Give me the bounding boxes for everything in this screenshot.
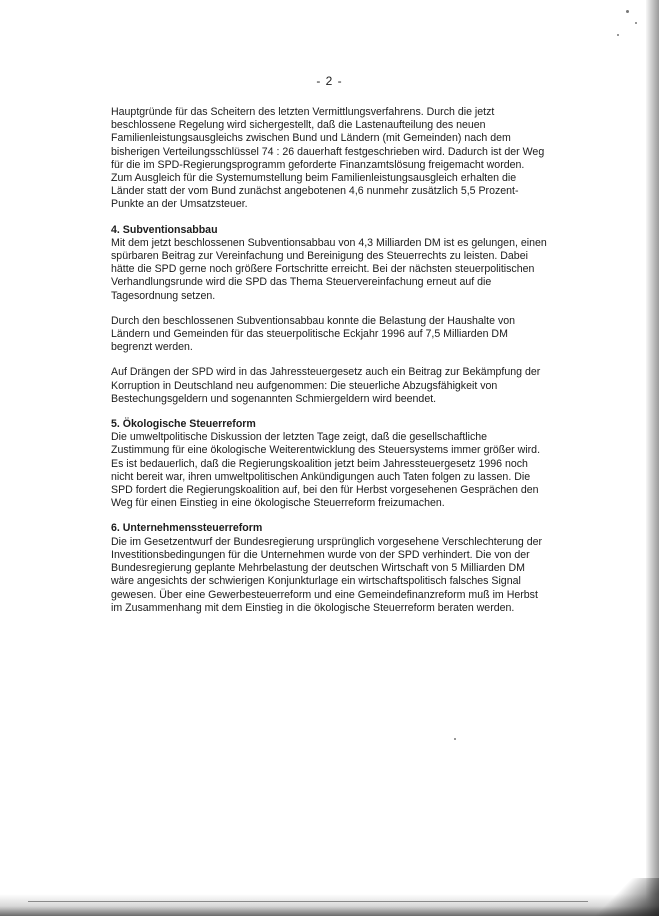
section-paragraph: Die im Gesetzentwurf der Bundesregierung ursprünglich vorgesehene Verschlechterung der Investitionsbedingungen für die Unternehmen wurde von der SPD verhindert. Die von der Bundesregierung geplante Mehrbelastung der deutschen Wirtschaft von 5 Milliarden DM wäre angesichts der schwierigen Konjunkturlage ein wirtschaftspolitisch falsches Signal gewesen. Über eine Gewerbesteuerreform und eine Gemeindefinanzreform muß im Herbst im Zusammenhang mit dem Einstieg in die ökologische Steuerreform beraten werden. — [111, 535, 543, 614]
section-heading: 4. Subventionsabbau — [111, 223, 218, 236]
scan-bottom-edge — [0, 894, 659, 916]
page-number: - 2 - — [316, 74, 343, 88]
scan-speck — [635, 22, 637, 24]
scan-bottom-corner — [589, 878, 659, 916]
section-paragraph: Auf Drängen der SPD wird in das Jahressteuergesetz auch ein Beitrag zur Bekämpfung der Korruption in Deutschland neu aufgenommen: Die steuerliche Abzugsfähigkeit von Bestechungsgeldern und sogenannten Schmiergeldern wird beendet. — [111, 366, 541, 405]
section-heading: 6. Unternehmenssteuerreform — [111, 522, 263, 535]
scan-speck — [617, 34, 619, 36]
section-subventionsabbau — [111, 224, 547, 406]
section-paragraph: Mit dem jetzt beschlossenen Subventionsabbau von 4,3 Milliarden DM ist es gelungen, einen spürbaren Beitrag zur Vereinfachung und Bereinigung des Steuerrechts zu leisten. Dabei hätte die SPD gerne noch größere Fortschritte erreicht. Bei der nächsten steuerpolitischen Verhandlungsrunde wird die SPD das Thema Steuervereinfachung erneut auf die Tagesordnung setzen. — [111, 236, 547, 302]
scan-edge-shadow — [646, 0, 659, 916]
intro-block — [111, 106, 547, 212]
scan-bottom-line — [28, 901, 588, 902]
scan-speck — [626, 10, 629, 13]
scan-speck — [454, 738, 456, 740]
section-paragraph: Die umweltpolitische Diskussion der letzten Tage zeigt, daß die gesellschaftliche Zustimmung für eine ökologische Weiterentwicklung des Steuersystems immer größer wird. Es ist bedauerlich, daß die Regierungskoalition jetzt beim Jahressteuergesetz 1996 noch nicht bereit war, ihren umweltpolitischen Ankündigungen auch Taten folgen zu lassen. Die SPD fordert die Regierungskoalition auf, bei den für Herbst vorgesehenen Gesprächen den Weg für einen Einstieg in eine ökologische Steuerreform freizumachen. — [111, 431, 541, 510]
document-body — [111, 106, 547, 627]
intro-paragraph: Hauptgründe für das Scheitern des letzten Vermittlungsverfahrens. Durch die jetzt beschlossene Regelung wird sichergestellt, daß die Lastenaufteilung des neuen Familienleistungsausgleichs zwischen Bund und Ländern (mit Gemeinden) nach dem bisherigen Verteilungsschlüssel 74 : 26 dauerhaft festgeschrieben wird. Dadurch ist der Weg für die im SPD-Regierungsprogramm geforderte Finanzamtslösung freigemacht worden. Zum Ausgleich für die Systemumstellung beim Familienleistungsausgleich erhalten die Länder statt der vom Bund zunächst angebotenen 4,6 nunmehr zusätzlich 5,5 Prozent-Punkte an der Umsatzsteuer. — [111, 106, 545, 211]
section-oekologische-steuerreform — [111, 418, 547, 510]
section-unternehmenssteuerreform — [111, 522, 547, 614]
section-paragraph: Durch den beschlossenen Subventionsabbau konnte die Belastung der Haushalte von Ländern und Gemeinden für das steuerpolitische Eckjahr 1996 auf 7,5 Milliarden DM begrenzt werden. — [111, 314, 516, 354]
section-heading: 5. Ökologische Steuerreform — [111, 418, 256, 431]
